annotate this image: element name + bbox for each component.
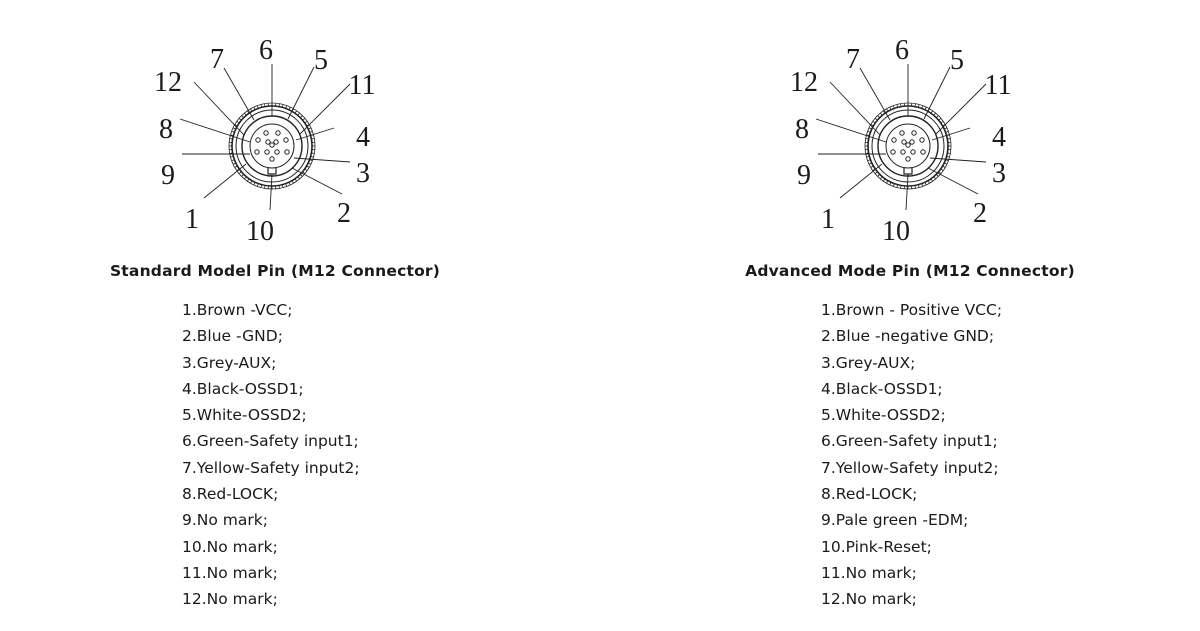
pin-number-label: 2 (973, 198, 987, 229)
pin-hole (910, 140, 914, 144)
list-item: 8.Red-LOCK; (821, 485, 918, 504)
pin-hole (256, 138, 260, 142)
pin-hole (284, 138, 288, 142)
pin-number-label: 1 (821, 204, 835, 235)
list-item: 7.Yellow-Safety input2; (821, 458, 999, 477)
pin-hole (270, 157, 274, 161)
leader-line (270, 174, 272, 210)
pin-number-label: 11 (984, 70, 1012, 101)
pin-hole (264, 131, 268, 135)
pin-hole (892, 138, 896, 142)
list-item: 9.Pale green -EDM; (821, 511, 969, 530)
leader-line (292, 168, 342, 194)
pin-number-label: 5 (314, 45, 328, 76)
panel-title: Standard Model Pin (M12 Connector) (109, 262, 441, 280)
leader-line (300, 84, 350, 134)
pin-hole (900, 131, 904, 135)
panel-title: Advanced Mode Pin (M12 Connector) (745, 262, 1075, 280)
pin-number-label: 7 (846, 44, 860, 75)
list-item: 5.White-OSSD2; (821, 406, 946, 425)
pin-number-label: 8 (159, 114, 173, 145)
list-item: 6.Green-Safety input1; (182, 432, 359, 451)
leader-line (296, 128, 334, 140)
pin-number-label: 3 (992, 158, 1006, 189)
list-item: 5.White-OSSD2; (182, 406, 307, 425)
pin-number-label: 12 (790, 67, 818, 98)
pin-number-label: 5 (950, 45, 964, 76)
pin-hole (920, 138, 924, 142)
leader-line (930, 158, 986, 162)
pin-hole (906, 157, 910, 161)
pin-number-label: 1 (185, 204, 199, 235)
list-item: 7.Yellow-Safety input2; (182, 458, 360, 477)
leader-line (906, 174, 908, 210)
leader-line (840, 164, 882, 198)
list-item: 6.Green-Safety input1; (821, 432, 998, 451)
pin-number-label: 8 (795, 114, 809, 145)
list-item: 11.No mark; (821, 563, 917, 582)
list-item: 4.Black-OSSD1; (182, 379, 304, 398)
leader-line (294, 158, 350, 162)
pin-number-label: 4 (992, 122, 1006, 153)
leader-line (224, 68, 254, 120)
list-item: 3.Grey-AUX; (182, 353, 277, 372)
pin-number-label: 2 (337, 198, 351, 229)
pin-number-label: 11 (348, 70, 376, 101)
pin-number-label: 12 (154, 67, 182, 98)
pin-number-label: 3 (356, 158, 370, 189)
leader-line (932, 128, 970, 140)
pin-list (821, 297, 1002, 613)
pin-number-label: 7 (210, 44, 224, 75)
pin-number-label: 4 (356, 122, 370, 153)
list-item: 1.Brown -VCC; (182, 301, 293, 319)
list-item: 2.Blue -GND; (182, 327, 283, 346)
pin-number-label: 10 (882, 216, 910, 247)
advanced-mode-panel (600, 0, 1200, 631)
pin-number-label: 6 (895, 35, 909, 66)
pin-hole (911, 150, 915, 154)
pin-number-label: 10 (246, 216, 274, 247)
list-item: 10.Pink-Reset; (821, 537, 932, 556)
pin-list (182, 297, 360, 613)
pin-hole (285, 150, 289, 154)
pin-number-label: 9 (161, 160, 175, 191)
pin-hole (906, 143, 910, 147)
pin-hole (902, 140, 906, 144)
list-item: 12.No mark; (182, 590, 278, 609)
pin-hole (901, 150, 905, 154)
leader-line (860, 68, 890, 120)
list-item: 8.Red-LOCK; (182, 485, 279, 504)
pin-number-label: 6 (259, 35, 273, 66)
pin-hole (275, 150, 279, 154)
pin-hole (276, 131, 280, 135)
list-item: 4.Black-OSSD1; (821, 379, 943, 398)
pin-hole (912, 131, 916, 135)
connector-diagram-advanced (600, 0, 1200, 250)
pin-number-label: 9 (797, 160, 811, 191)
pin-hole (265, 150, 269, 154)
list-item: 1.Brown - Positive VCC; (821, 301, 1003, 319)
leader-line (288, 67, 314, 119)
list-item: 11.No mark; (182, 563, 278, 582)
leader-line (928, 168, 978, 194)
pin-hole (891, 150, 895, 154)
pin-hole (270, 143, 274, 147)
list-item: 9.No mark; (182, 511, 268, 530)
list-item: 3.Grey-AUX; (821, 353, 916, 372)
leader-line (936, 84, 986, 134)
leader-line (204, 164, 246, 198)
pin-hole (255, 150, 259, 154)
connector-diagram-standard (0, 0, 600, 250)
list-item: 2.Blue -negative GND; (821, 327, 995, 346)
pin-hole (274, 140, 278, 144)
pin-hole (266, 140, 270, 144)
leader-line (924, 67, 950, 119)
pin-hole (921, 150, 925, 154)
list-item: 10.No mark; (182, 537, 278, 556)
list-item: 12.No mark; (821, 590, 917, 609)
